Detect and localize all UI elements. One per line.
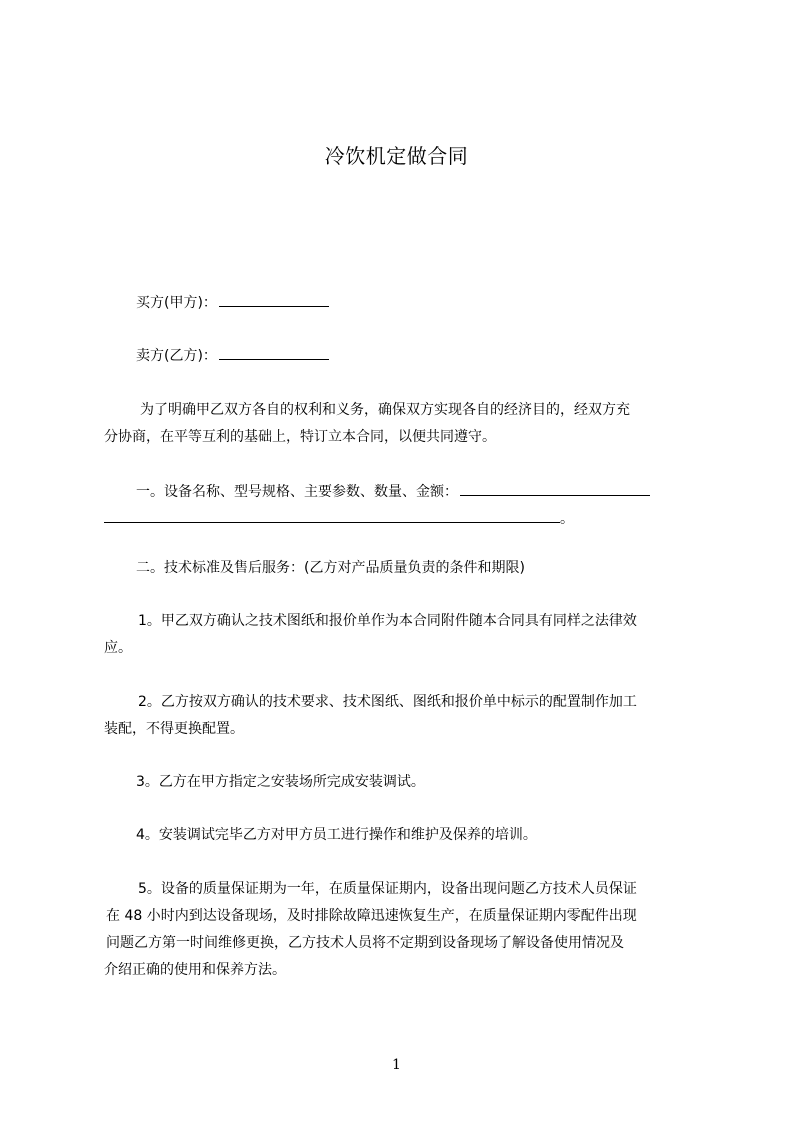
item1-line-2: 应。 [104, 640, 132, 656]
item5-line-3: 问题乙方第一时间维修更换，乙方技术人员将不定期到设备现场了解设备使用情况及 [106, 935, 624, 951]
section1-label: 一。设备名称、型号规格、主要参数、数量、金额： [136, 484, 458, 500]
section1-blank-2 [104, 508, 560, 523]
seller-label: 卖方(乙方)： [136, 348, 217, 364]
page-number: 1 [392, 1057, 401, 1073]
section1-line [136, 481, 650, 502]
intro-line-2: 分协商，在平等互利的基础上，特订立本合同，以便共同遵守。 [104, 429, 496, 445]
item2-line-2: 装配，不得更换配置。 [104, 721, 244, 737]
seller-line [136, 345, 329, 366]
section2-heading: 二。技术标准及售后服务：(乙方对产品质量负责的条件和期限) [136, 560, 525, 576]
document-title: 冷饮机定做合同 [324, 144, 469, 168]
item1-line-1: 1。甲乙双方确认之技术图纸和报价单作为本合同附件随本合同具有同样之法律效 [138, 613, 637, 629]
item5-line-4: 介绍正确的使用和保养方法。 [104, 962, 286, 978]
section1-line-2 [104, 508, 574, 529]
buyer-line [136, 292, 329, 313]
item5-line-1: 5。设备的质量保证期为一年，在质量保证期内，设备出现问题乙方技术人员保证 [138, 881, 637, 897]
buyer-label: 买方(甲方)： [136, 295, 217, 311]
seller-blank [219, 345, 329, 360]
intro-line-1: 为了明确甲乙双方各自的权利和义务，确保双方实现各自的经济目的，经双方充 [140, 402, 630, 418]
item5-line-2: 在 48 小时内到达设备现场，及时排除故障迅速恢复生产，在质量保证期内零配件出现 [106, 908, 637, 924]
section1-blank-1 [460, 481, 650, 496]
section1-end: 。 [560, 511, 574, 527]
item4-line: 4。安装调试完毕乙方对甲方员工进行操作和维护及保养的培训。 [136, 827, 537, 843]
buyer-blank [219, 292, 329, 307]
item3-line: 3。乙方在甲方指定之安装场所完成安装调试。 [136, 774, 425, 790]
item2-line-1: 2。乙方按双方确认的技术要求、技术图纸、图纸和报价单中标示的配置制作加工 [138, 694, 637, 710]
